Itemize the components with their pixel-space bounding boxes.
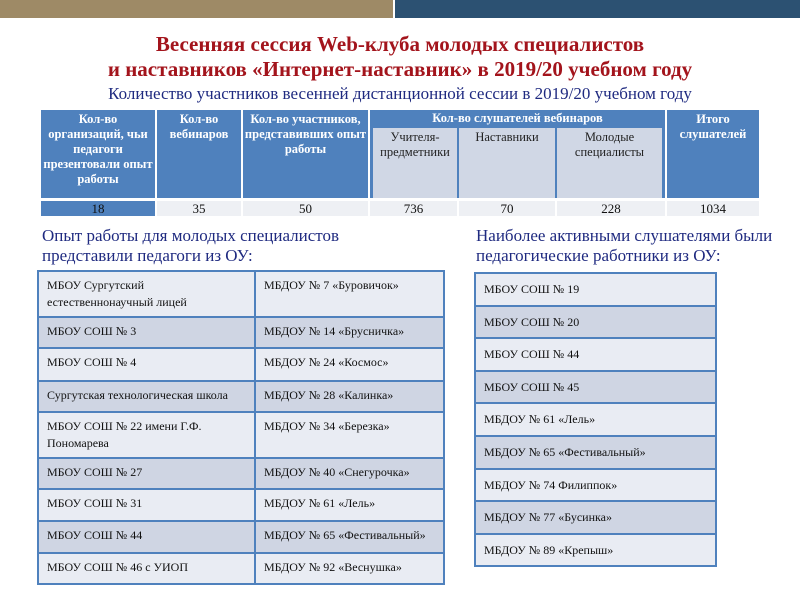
header-total: Итого слушателей [667, 110, 759, 198]
table-row [38, 271, 444, 317]
table-cell: МБДОУ № 92 «Веснушка» [255, 553, 444, 584]
table-row [38, 412, 444, 458]
table-cell: МБДОУ № 89 «Крепыш» [475, 534, 716, 567]
header-presenters: Кол-во участников, представивших опыт работы [243, 110, 368, 198]
table-row [475, 338, 716, 371]
left-heading: Опыт работы для молодых специалистов представили педагоги из ОУ: [42, 226, 340, 265]
header-orgs: Кол-во организаций, чьи педагоги презентовали опыт работы [41, 110, 155, 198]
table-row [38, 458, 444, 489]
table-row [38, 317, 444, 348]
table-cell: МБОУ СОШ № 31 [38, 489, 255, 521]
active-listeners-table [474, 272, 717, 567]
subheader-mentors: Наставники [459, 128, 555, 198]
value-orgs: 18 [41, 201, 155, 216]
table-cell: МБОУ СОШ № 46 с УИОП [38, 553, 255, 584]
table-cell: МБОУ СОШ № 44 [475, 338, 716, 371]
table-row [38, 489, 444, 521]
table-cell: МБДОУ № 61 «Лель» [255, 489, 444, 521]
table-cell: МБОУ СОШ № 22 имени Г.Ф. Пономарева [38, 412, 255, 458]
table-row [475, 306, 716, 339]
header-bar-blue [395, 0, 800, 18]
subheader-teachers: Учителя-предметники [373, 128, 457, 198]
table-cell: МБДОУ № 7 «Буровичок» [255, 271, 444, 317]
table-cell: МБДОУ № 28 «Калинка» [255, 381, 444, 412]
table-row [475, 436, 716, 469]
table-row [475, 273, 716, 306]
value-teachers: 736 [370, 201, 457, 216]
value-presenters: 50 [243, 201, 368, 216]
table-cell: МБОУ СОШ № 19 [475, 273, 716, 306]
title-line-2: и наставников «Интернет-наставник» в 2019/20 учебном году [107, 57, 693, 81]
table-row [38, 348, 444, 381]
table-row [475, 403, 716, 436]
table-cell: МБДОУ № 65 «Фестивальный» [475, 436, 716, 469]
presenters-table [37, 270, 445, 585]
value-young: 228 [557, 201, 665, 216]
table-row [38, 381, 444, 412]
table-row [38, 553, 444, 584]
header-listeners: Кол-во слушателей вебинаров [370, 110, 665, 126]
title-line-1: Весенняя сессия Web-клуба молодых специалистов [155, 32, 645, 56]
table-cell: МБОУ Сургутский естественнонаучный лицей [38, 271, 255, 317]
header-webinars: Кол-во вебинаров [157, 110, 241, 198]
subtitle: Количество участников весенней дистанционной сессии в 2019/20 учебном году [108, 84, 692, 103]
table-cell: МБДОУ № 34 «Березка» [255, 412, 444, 458]
table-cell: МБДОУ № 14 «Брусничка» [255, 317, 444, 348]
table-cell: МБОУ СОШ № 27 [38, 458, 255, 489]
table-cell: МБДОУ № 24 «Космос» [255, 348, 444, 381]
value-mentors: 70 [459, 201, 555, 216]
header-bar-gold [0, 0, 393, 18]
table-cell: МБОУ СОШ № 44 [38, 521, 255, 553]
table-cell: МБОУ СОШ № 3 [38, 317, 255, 348]
table-cell: Сургутская технологическая школа [38, 381, 255, 412]
value-webinars: 35 [157, 201, 241, 216]
table-row [475, 371, 716, 404]
table-cell: МБДОУ № 77 «Бусинка» [475, 501, 716, 534]
value-total: 1034 [667, 201, 759, 216]
table-cell: МБДОУ № 65 «Фестивальный» [255, 521, 444, 553]
table-cell: МБОУ СОШ № 20 [475, 306, 716, 339]
table-cell: МБДОУ № 61 «Лель» [475, 403, 716, 436]
table-cell: МБОУ СОШ № 4 [38, 348, 255, 381]
table-cell: МБОУ СОШ № 45 [475, 371, 716, 404]
table-row [475, 501, 716, 534]
table-cell: МБДОУ № 40 «Снегурочка» [255, 458, 444, 489]
table-cell: МБДОУ № 74 Филиппок» [475, 469, 716, 502]
table-row [38, 521, 444, 553]
subheader-young: Молодые специалисты [557, 128, 662, 198]
table-row [475, 469, 716, 502]
table-row [475, 534, 716, 567]
right-heading: Наиболее активными слушателями были педагогические работники из ОУ: [476, 226, 773, 265]
